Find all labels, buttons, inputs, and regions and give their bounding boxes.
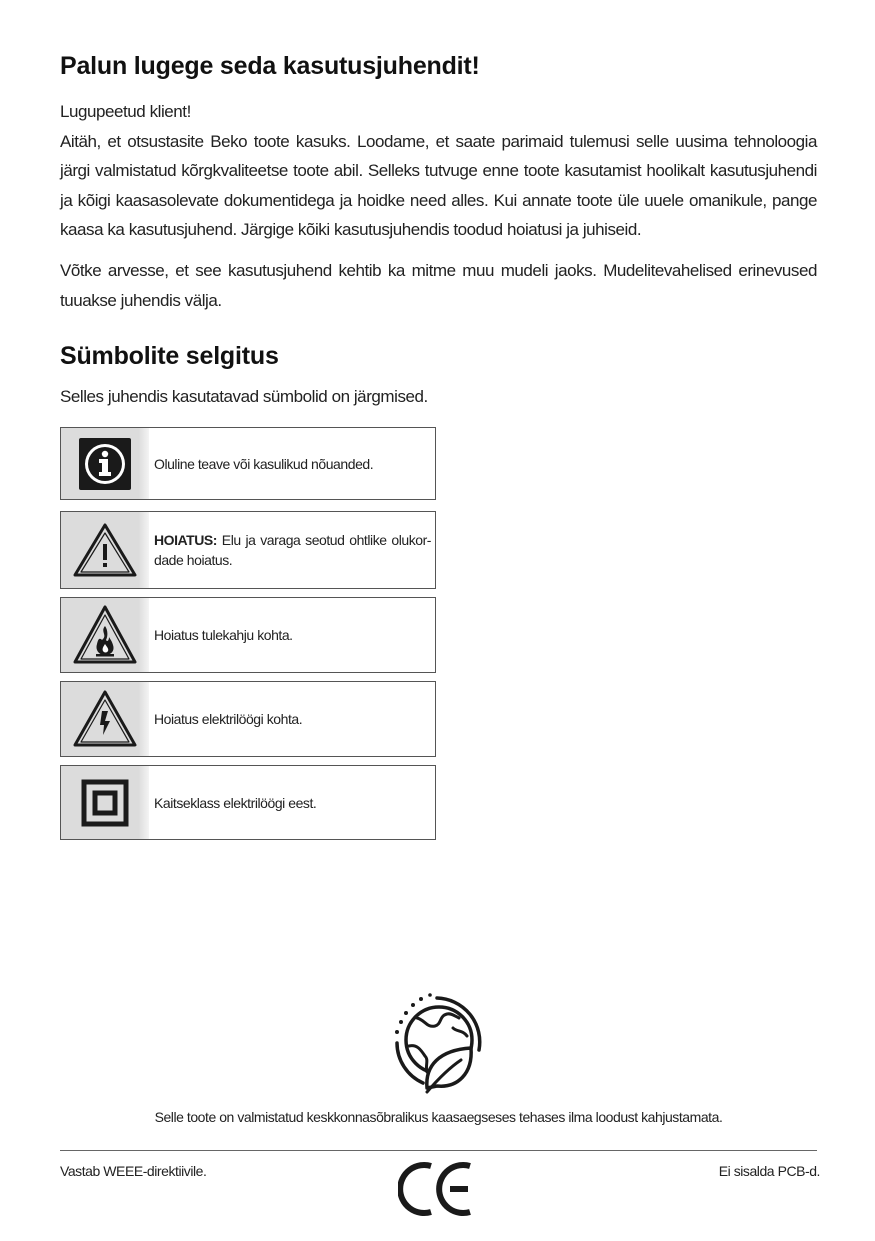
symbol-row-warning bbox=[60, 511, 436, 589]
symbol-row-electric bbox=[60, 681, 436, 757]
intro-paragraph bbox=[60, 97, 817, 245]
symbols-intro: Selles juhendis kasutatavad sümbolid on järgmised. bbox=[60, 387, 428, 406]
intro-note: Võtke arvesse, et see kasutusjuhend kehtib ka mitme muu mudeli jaoks. Mudelitevahelised erinevused tuuakse juhendis välja. bbox=[60, 261, 817, 310]
intro-body: Aitäh, et otsustasite Beko toote kasuks. Loodame, et saate parimaid tulemusi selle uusima tehnoloogia järgi valmistatud kõrgkvaliteetse toote abil. Selleks tutvuge enne toote kasutamist hoolikalt kasutusjuhendi ja kõigi kaasasolevate dokumentidega ja hoidke need alles. Kui annate toote üle uuele omanikule, pange kaasa ka kasutusjuhend. Järgige kõiki kasutusjuhendis toodud hoiatusi ja juhiseid. bbox=[60, 131, 817, 239]
symbol-row-fire bbox=[60, 597, 436, 673]
weee-compliance: Vastab WEEE-direktiivile. bbox=[60, 1163, 207, 1179]
electric-shock-icon bbox=[61, 682, 149, 756]
symbol-text-protection: Kaitseklass elektrilöögi eest. bbox=[154, 794, 317, 811]
warning-label: HOIATUS: bbox=[154, 532, 218, 548]
intro-greeting: Lugupeetud klient! bbox=[60, 102, 191, 121]
symbol-text-electric: Hoiatus elektrilöögi kohta. bbox=[154, 711, 303, 727]
protection-class-icon bbox=[61, 766, 149, 839]
symbol-row-info bbox=[60, 427, 436, 500]
ce-mark-icon bbox=[398, 1160, 478, 1218]
symbol-text-warning: HOIATUS: Elu ja varaga seotud ohtlike olukor-dade hoiatus. bbox=[154, 532, 431, 568]
fire-warning-icon bbox=[61, 598, 149, 672]
warning-triangle-icon bbox=[61, 512, 149, 588]
symbol-row-protection bbox=[60, 765, 436, 840]
symbol-text-info: Oluline teave või kasulikud nõuanded. bbox=[154, 455, 374, 472]
symbol-text-fire: Hoiatus tulekahju kohta. bbox=[154, 627, 293, 643]
footer-divider bbox=[60, 1150, 817, 1151]
pcb-statement: Ei sisalda PCB-d. bbox=[718, 1163, 820, 1179]
symbols-heading: Sümbolite selgitus bbox=[60, 342, 279, 370]
eco-statement: Selle toote on valmistatud keskkonnasõbralikus kaasaegseses tehases ilma loodust kahjustamata. bbox=[154, 1109, 723, 1125]
page-title: Palun lugege seda kasutusjuhendit! bbox=[60, 52, 480, 80]
info-icon bbox=[61, 428, 149, 499]
eco-globe-leaf-icon bbox=[387, 988, 489, 1098]
